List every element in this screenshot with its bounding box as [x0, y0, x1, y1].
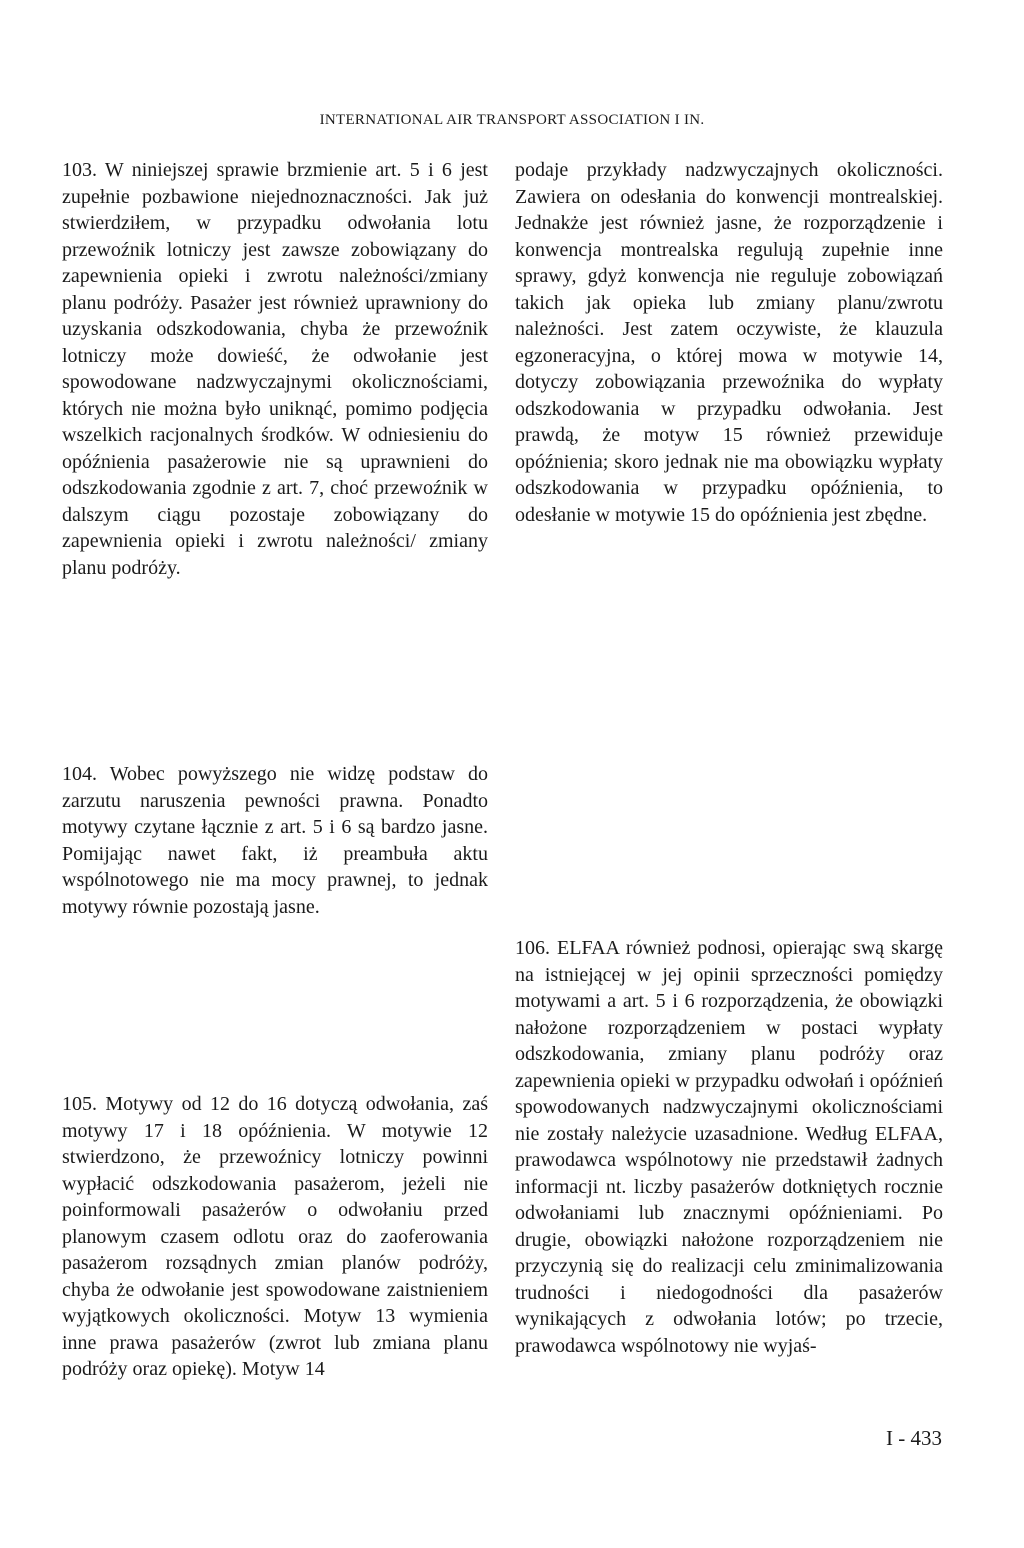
running-header: INTERNATIONAL AIR TRANSPORT ASSOCIATION I IN. — [319, 112, 705, 128]
paragraph-106: 106. ELFAA również podnosi, opierając swą skargę na istniejącej w jej opinii sprzeczności pomiędzy motywami a art. 5 i 6 rozporządzenia, że obowiązki nałożone rozporządzeniem w postaci wypłaty odszkodowania, zmiany planu podróży oraz zapewnienia opieki w przypadku odwołań i opóźnień spowodowanych nadzwyczajnymi okolicznościami nie zostały należycie uzasadnione. Według ELFAA, prawodawca wspólnotowy nie przedstawił żadnych informacji nt. liczby pasażerów dotkniętych rocznie odwołaniami lub znacznymi opóźnieniami. Po drugie, obowiązki nałożone rozporządzeniem nie przyczynią się do realizacji celu zminimalizowania trudności i niedogodności dla pasażerów wynikających z odwołania lotów; po trzecie, prawodawca wspólnotowy nie wyjaś- — [515, 937, 943, 1357]
page-number: I - 433 — [886, 1426, 942, 1450]
paragraph-105: 105. Motywy od 12 do 16 dotyczą odwołania, zaś motywy 17 i 18 opóźnienia. W motywie 12 stwierdzono, że przewoźnicy lotniczy powinni wypłacić odszkodowania pasażerom, jeżeli nie poinformowali pasażerów o odwołaniu przed planowym czasem odlotu oraz do zaoferowania pasażerom rozsądnych zmian planów podróży, chyba że odwołanie jest spowodowane zaistnieniem wyjątkowych okoliczności. Motyw 13 wymienia inne prawa pasażerów (zwrot lub zmiana planu podróży oraz opiekę). Motyw 14 — [62, 1093, 488, 1380]
paragraph-103: 103. W niniejszej sprawie brzmienie art. 5 i 6 jest zupełnie pozbawione niejednoznaczności. Jak już stwierdziłem, w przypadku odwołania lotu przewoźnik lotniczy jest zawsze zobowiązany do zapewnienia opieki i zwrotu należności/zmiany planu podróży. Pasażer jest również uprawniony do uzyskania odszkodowania, chyba że przewoźnik lotniczy może dowieść, że odwołanie jest spowodowane nadzwyczajnymi okolicznościami, których nie można było uniknąć, pomimo podjęcia wszelkich racjonalnych środków. W odniesieniu do opóźnienia pasażerowie nie są uprawnieni do odszkodowania zgodnie z art. 7, choć przewoźnik w dalszym ciągu pozostaje zobowiązany do zapewnienia opieki i zwrotu należności/ zmiany planu podróży. — [62, 159, 488, 579]
paragraph-104: 104. Wobec powyższego nie widzę podstaw do zarzutu naruszenia pewności prawna. Ponadto motywy czytane łącznie z art. 5 i 6 są bardzo jasne. Pomijając nawet fakt, iż preambuła aktu wspólnotowego nie ma mocy prawnej, to jednak motywy równie pozostają jasne. — [62, 763, 488, 918]
paragraph-105-continuation: podaje przykłady nadzwyczajnych okoliczności. Zawiera on odesłania do konwencji montrealskiej. Jednakże jest również jasne, że rozporządzenie i konwencja montrealska regulują zupełnie inne sprawy, gdyż konwencja nie reguluje zobowiązań takich jak opieka lub zmiany planu/zwrotu należności. Jest zatem oczywiste, że klauzula egzoneracyjna, o której mowa w motywie 14, dotyczy zobowiązania przewoźnika do wypłaty odszkodowania w przypadku odwołania. Jest prawdą, że motyw 15 również przewiduje opóźnienia; skoro jednak nie ma obowiązku wypłaty odszkodowania w przypadku opóźnienia, to odesłanie w motywie 15 do opóźnienia jest zbędne. — [515, 159, 943, 526]
